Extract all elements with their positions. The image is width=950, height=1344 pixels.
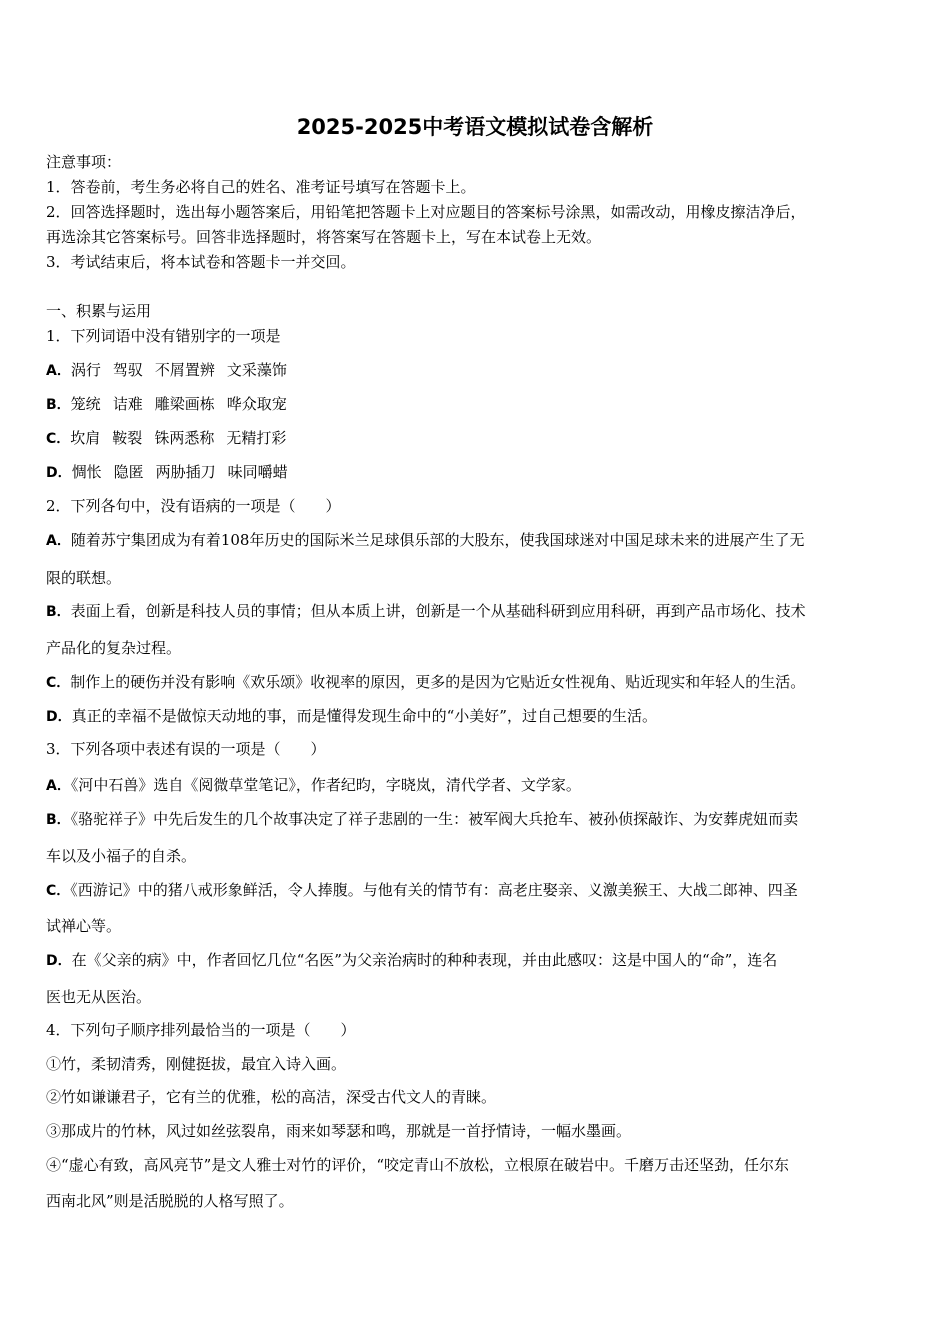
option-word: 涡行 [70, 361, 101, 379]
option-word: 文采藻饰 [226, 361, 287, 379]
option-word: 笼统 [70, 395, 101, 413]
option-word: 雕梁画栋 [154, 395, 215, 413]
option-text: 在《父亲的病》中，作者回忆几位“名医”为父亲治病时的种种表现，并由此感叹：这是中国人的“命”，连名 [71, 951, 778, 969]
option-label: B． [46, 812, 71, 828]
q2-option-c [46, 672, 805, 693]
option-text: 制作上的硬伤并没有影响《欢乐颂》收视率的原因，更多的是因为它贴近女性视角、贴近现实和年轻人的生活。 [70, 673, 806, 691]
notice-item: 2．回答选择题时，选出每小题答案后，用铅笔把答题卡上对应题目的答案标号涂黑，如需改动，用橡皮擦洁净后， [46, 203, 806, 221]
option-text: 《骆驼祥子》中先后发生的几个故事决定了祥子悲剧的一生：被军阀大兵抢车、被孙侦探敲诈、为安葬虎妞而卖 [70, 810, 799, 828]
q3-option-b-cont: 车以及小福子的自杀。 [46, 847, 197, 865]
option-text: 随着苏宁集团成为有着108年历史的国际米兰足球俱乐部的大股东，使我国球迷对中国足球未来的进展产生了无 [70, 531, 805, 549]
notice-item: 再选涂其它答案标号。回答非选择题时，将答案写在答题卡上，写在本试卷上无效。 [46, 228, 602, 246]
option-text: 《西游记》中的猪八戒形象鲜活，令人捧腹。与他有关的情节有：高老庄娶亲、义激美猴王、大战二郎神、四圣 [70, 881, 798, 899]
option-label: A． [46, 778, 71, 794]
q4-sentence: ④“虚心有致，高风亮节”是文人雅士对竹的评价，“咬定青山不放松，立根原在破岩中。千磨万击还坚劲，任尔东 [46, 1156, 790, 1174]
question-2-stem: 2．下列各句中，没有语病的一项是（ ） [46, 497, 341, 515]
question-3-stem: 3．下列各项中表述有误的一项是（ ） [46, 740, 326, 758]
option-label: D． [46, 709, 72, 725]
question-1-stem: 1．下列词语中没有错别字的一项是 [46, 327, 281, 345]
option-word: 味同嚼蜡 [227, 463, 288, 481]
option-label: A． [46, 363, 71, 379]
q1-option-b [46, 394, 287, 415]
q3-option-d-cont: 医也无从医治。 [46, 988, 152, 1006]
q3-option-d [46, 950, 777, 971]
q3-option-a [46, 775, 581, 796]
option-word: 惆怅 [71, 463, 102, 481]
option-word: 哗众取宠 [226, 395, 287, 413]
option-label: D． [46, 465, 72, 481]
option-word: 诘难 [112, 395, 143, 413]
section-heading: 一、积累与运用 [46, 302, 152, 320]
q1-option-c [46, 428, 286, 449]
page-title: 2025-2025中考语文模拟试卷含解析 [296, 115, 654, 139]
q4-sentence: ③那成片的竹林，风过如丝弦裂帛，雨来如琴瑟和鸣，那就是一首抒情诗，一幅水墨画。 [46, 1122, 632, 1140]
option-text: 真正的幸福不是做惊天动地的事，而是懂得发现生命中的“小美好”，过自己想要的生活。 [71, 707, 657, 725]
q1-option-d [46, 462, 288, 483]
q4-sentence: ①竹，柔韧清秀，刚健挺拔，最宜入诗入画。 [46, 1055, 347, 1073]
q2-option-d [46, 706, 657, 727]
option-label: C． [46, 431, 71, 447]
option-word: 两胁插刀 [155, 463, 216, 481]
q4-sentence: ②竹如谦谦君子，它有兰的优雅，松的高洁，深受古代文人的青睐。 [46, 1088, 497, 1106]
q3-option-c [46, 880, 798, 901]
option-word: 坎肩 [70, 429, 101, 447]
option-label: B． [46, 604, 71, 620]
option-word: 铢两悉称 [154, 429, 215, 447]
option-label: D． [46, 953, 72, 969]
option-text: 《河中石兽》选自《阅微草堂笔记》，作者纪昀，字晓岚，清代学者、文学家。 [70, 776, 581, 794]
q3-option-c-cont: 试禅心等。 [46, 917, 122, 935]
option-word: 隐匿 [113, 463, 144, 481]
option-word: 鞍裂 [112, 429, 143, 447]
q1-option-a [46, 360, 287, 381]
q2-option-b [46, 601, 806, 622]
q2-option-a-cont: 限的联想。 [46, 569, 122, 587]
option-label: B． [46, 397, 71, 413]
q2-option-b-cont: 产品化的复杂过程。 [46, 639, 182, 657]
option-word: 无精打彩 [226, 429, 287, 447]
option-text: 表面上看，创新是科技人员的事情；但从本质上讲，创新是一个从基础科研到应用科研，再到产品市场化、技术 [70, 602, 806, 620]
option-label: A． [46, 533, 71, 549]
q4-sentence-cont: 西南北风”则是活脱脱的人格写照了。 [46, 1192, 294, 1210]
q2-option-a [46, 530, 804, 551]
notice-heading: 注意事项： [46, 153, 122, 171]
option-word: 驾驭 [112, 361, 143, 379]
q3-option-b [46, 809, 798, 830]
option-label: C． [46, 675, 71, 691]
notice-item: 3．考试结束后，将本试卷和答题卡一并交回。 [46, 253, 356, 271]
question-4-stem: 4．下列句子顺序排列最恰当的一项是（ ） [46, 1021, 356, 1039]
notice-item: 1．答卷前，考生务必将自己的姓名、准考证号填写在答题卡上。 [46, 178, 476, 196]
option-label: C． [46, 883, 71, 899]
option-word: 不屑置辨 [154, 361, 215, 379]
